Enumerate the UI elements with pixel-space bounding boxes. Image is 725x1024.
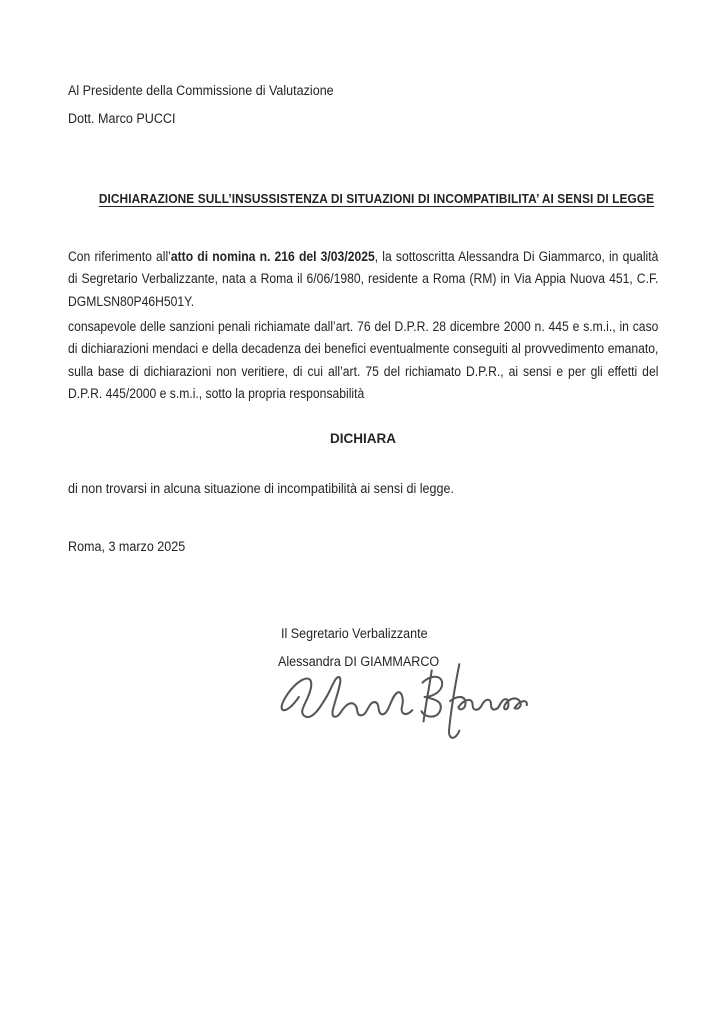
recipient-line-2: Dott. Marco PUCCI <box>68 111 176 126</box>
paragraph-reference <box>68 246 658 313</box>
signer-name: Alessandra DI GIAMMARCO <box>278 654 440 669</box>
document-title-text: DICHIARAZIONE SULL’INSUSSISTENZA DI SITUAZIONI DI INCOMPATIBILITA’ AI SENSI DI LEGGE <box>98 191 655 206</box>
recipient-line-1: Al Presidente della Commissione di Valutazione <box>68 83 334 98</box>
declares-heading: DICHIARA <box>330 431 396 446</box>
nomination-act-bold: atto di nomina n. 216 del 3/03/2025 <box>170 249 375 264</box>
paragraph-reference-prefix: Con riferimento all’ <box>68 249 171 264</box>
date-line: Roma, 3 marzo 2025 <box>68 539 186 554</box>
document-title <box>68 190 658 208</box>
declaration-line: di non trovarsi in alcuna situazione di incompatibilità ai sensi di legge. <box>68 481 454 496</box>
handwritten-signature <box>266 654 530 746</box>
paragraph-reference-suffix: , la sottoscritta Alessandra Di Giammarco, in qualità di Segretario Verbalizzante, nata a Roma il 6/06/1980, residente a Roma (RM) in Via Appia Nuova 451, C.F. DGMLSN80P46H501Y. <box>68 249 659 309</box>
signer-role: Il Segretario Verbalizzante <box>281 626 428 641</box>
paragraph-sanctions: consapevole delle sanzioni penali richiamate dall’art. 76 del D.P.R. 28 dicembre 2000 n. 445 e s.m.i., in caso di dichiarazioni mendaci e della decadenza dei benefici eventualmente conseguiti al provvedimento emanato, sulla base di dichiarazioni non veritiere, di cui all’art. 75 del richiamato D.P.R., ai sensi e per gli effetti del D.P.R. 445/2000 e s.m.i., sotto la propria responsabilità <box>68 319 659 402</box>
